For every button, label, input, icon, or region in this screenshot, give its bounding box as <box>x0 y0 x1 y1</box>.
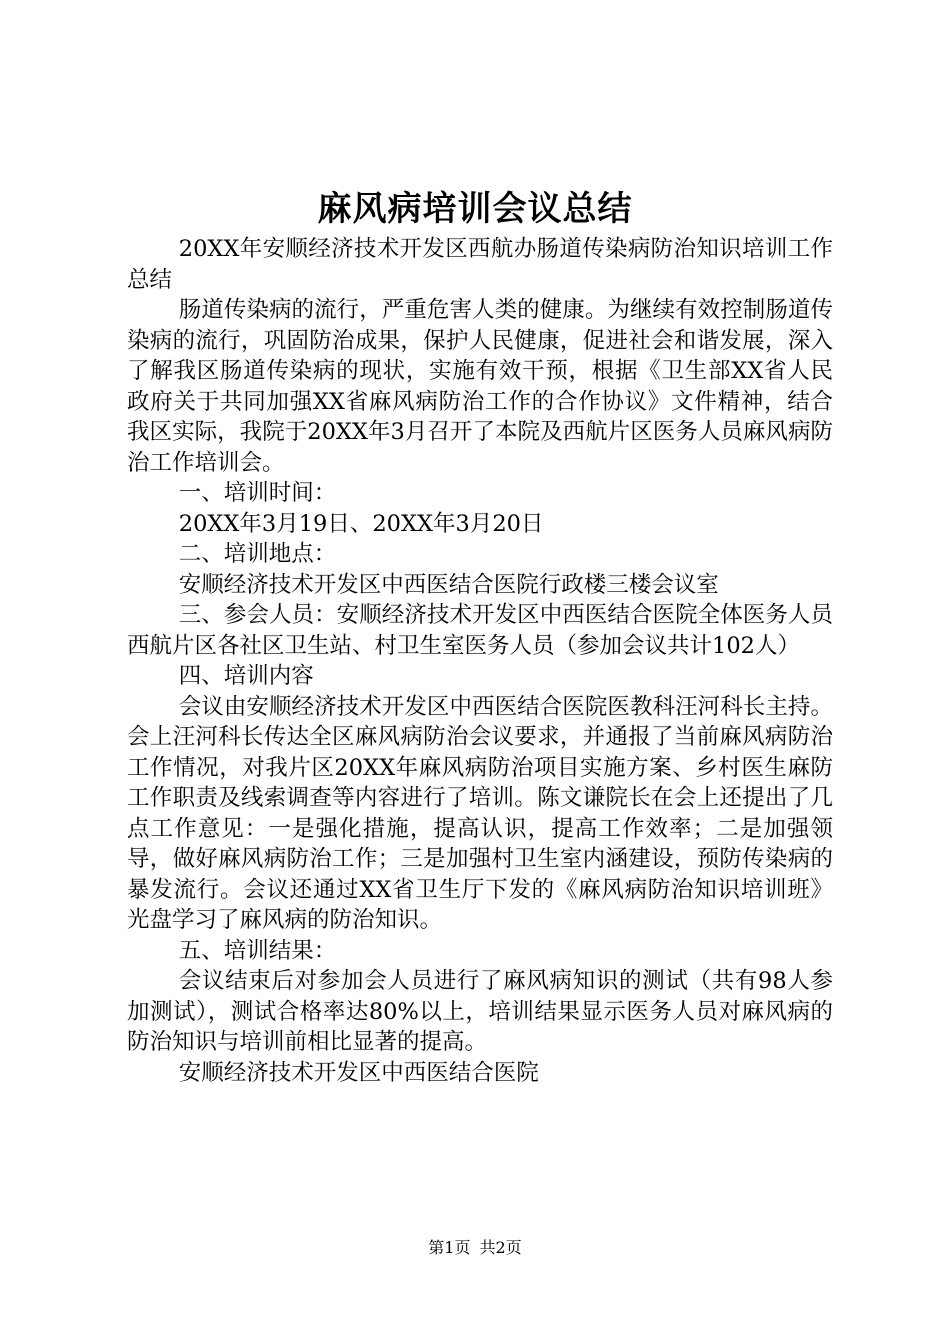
paragraph-signature: 安顺经济技术开发区中西医结合医院 <box>178 1059 539 1086</box>
page-number-current: 第1页 <box>428 1238 471 1257</box>
paragraph-training-content: 会议由安顺经济技术开发区中西医结合医院医教科汪河科长主持。会上汪河科长传达全区麻风病防治会议要求，并通报了当前麻风病防治工作情况，对我片区20XX年麻风病防治项目实施方案、乡村医生麻防工作职责及线索调查等内容进行了培训。陈文谦院长在会上还提出了几点工作意见：一是强化措施，提高认识，提高工作效率；二是加强领导，做好麻风病防治工作；三是加强村卫生室内涵建设，预防传染病的暴发流行。会议还通过XX省卫生厅下发的《麻风病防治知识培训班》光盘学习了麻风病的防治知识。 <box>127 693 833 933</box>
page-footer <box>0 1236 950 1260</box>
paragraph-training-results: 会议结束后对参加会人员进行了麻风病知识的测试（共有98人参加测试），测试合格率达80%以上，培训结果显示医务人员对麻风病的防治知识与培训前相比显著的提高。 <box>127 968 833 1055</box>
heading-training-time: 一、培训时间： <box>178 480 337 506</box>
page-title: 麻风病培训会议总结 <box>317 189 633 229</box>
heading-training-content: 四、培训内容 <box>178 663 314 689</box>
heading-training-results: 五、培训结果： <box>178 937 337 964</box>
paragraph-training-time: 20XX年3月19日、20XX年3月20日 <box>178 510 544 537</box>
paragraph-intro: 肠道传染病的流行，严重危害人类的健康。为继续有效控制肠道传染病的流行，巩固防治成果，保护人民健康，促进社会和谐发展，深入了解我区肠道传染病的现状，实施有效干预，根据《卫生部XX省人民政府关于共同加强XX省麻风病防治工作的合作协议》文件精神，结合我区实际，我院于20XX年3月召开了本院及西航片区医务人员麻风病防治工作培训会。 <box>127 297 833 476</box>
paragraph-subtitle: 20XX年安顺经济技术开发区西航办肠道传染病防治知识培训工作总结 <box>127 236 833 293</box>
paragraph-attendees: 三、参会人员：安顺经济技术开发区中西医结合医院全体医务人员西航片区各社区卫生站、村卫生室医务人员（参加会议共计102人） <box>127 602 833 659</box>
page-number-total: 共2页 <box>479 1238 522 1257</box>
document-body <box>127 234 833 1088</box>
heading-training-location: 二、培训地点： <box>178 541 337 567</box>
paragraph-training-location: 安顺经济技术开发区中西医结合医院行政楼三楼会议室 <box>178 571 719 598</box>
